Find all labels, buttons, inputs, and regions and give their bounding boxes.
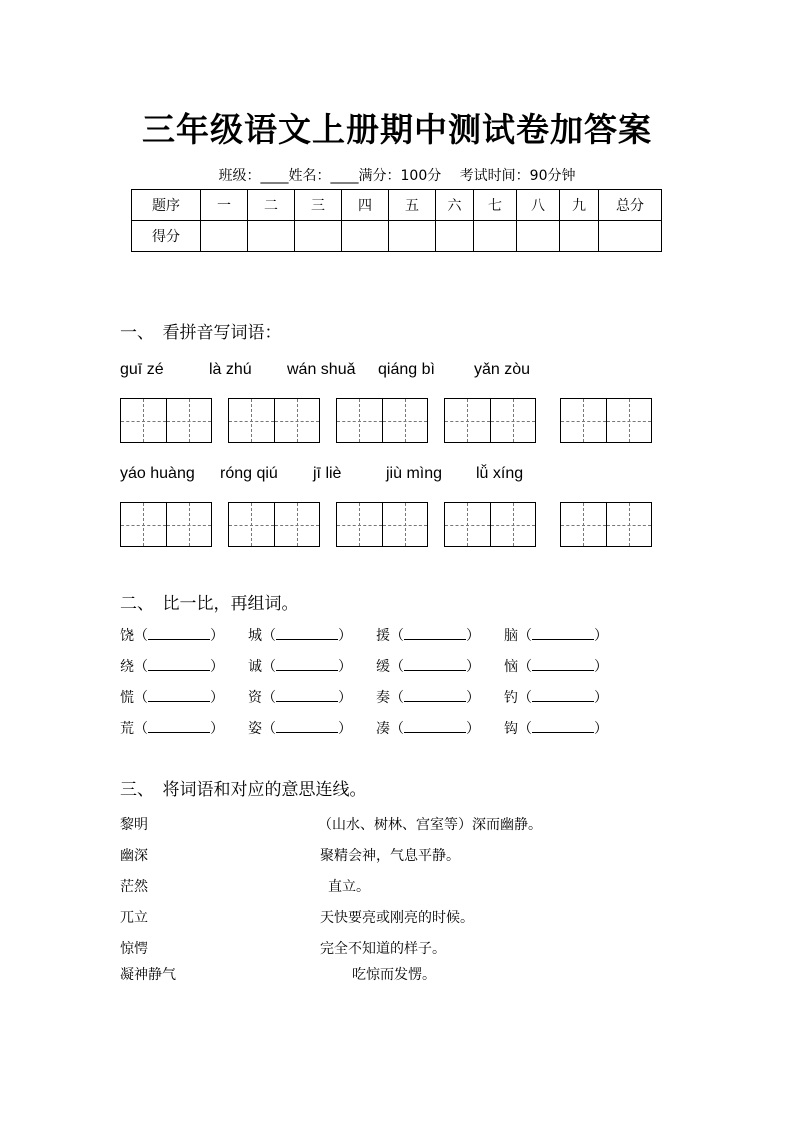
score-header-cell: 一: [201, 190, 248, 221]
section3-heading: 三、 将词语和对应的意思连线。: [120, 780, 367, 800]
compare-item: 钓（ ）: [504, 690, 608, 706]
score-header-cell: 八: [517, 190, 560, 221]
score-cell[interactable]: [474, 221, 517, 252]
answer-blank[interactable]: [148, 689, 210, 702]
score-header-cell: 九: [560, 190, 599, 221]
answer-blank[interactable]: [148, 627, 210, 640]
writing-grid[interactable]: [228, 502, 320, 547]
writing-grid[interactable]: [120, 502, 212, 547]
answer-blank[interactable]: [404, 658, 466, 671]
compare-item: 绕（ ）: [120, 659, 224, 675]
compare-char: 慌: [120, 690, 134, 706]
pinyin-label: jī liè: [313, 465, 342, 482]
score-header-row: [132, 190, 662, 221]
answer-blank[interactable]: [404, 689, 466, 702]
compare-char: 援: [376, 628, 390, 644]
match-word[interactable]: 黎明: [120, 817, 148, 833]
score-cell[interactable]: [436, 221, 474, 252]
score-table: [131, 189, 662, 252]
pinyin-label: yǎn zòu: [474, 361, 531, 378]
match-meaning[interactable]: （山水、树林、宫室等）深而幽静。: [318, 817, 542, 833]
score-header-cell: 二: [248, 190, 295, 221]
compare-item: 缓（ ）: [376, 659, 480, 675]
section1-heading: 一、 看拼音写词语：: [120, 323, 282, 343]
compare-item: 荒（ ）: [120, 721, 224, 737]
compare-item: 恼（ ）: [504, 659, 608, 675]
score-row-label: 得分: [132, 221, 201, 252]
compare-item: 诚（ ）: [248, 659, 352, 675]
score-header-cell: 七: [474, 190, 517, 221]
section2-heading: 二、 比一比，再组词。: [120, 594, 299, 614]
answer-blank[interactable]: [532, 627, 594, 640]
compare-char: 钓: [504, 690, 518, 706]
match-word[interactable]: 幽深: [120, 848, 148, 864]
pinyin-label: lǚ xíng: [476, 465, 524, 482]
score-header-cell: 三: [295, 190, 342, 221]
compare-char: 姿: [248, 721, 262, 737]
score-header-cell: 四: [342, 190, 389, 221]
match-word[interactable]: 惊愕: [120, 941, 148, 957]
score-cell[interactable]: [560, 221, 599, 252]
match-meaning[interactable]: 聚精会神，气息平静。: [320, 848, 460, 864]
writing-grid[interactable]: [560, 398, 652, 443]
score-header-cell: 五: [389, 190, 436, 221]
compare-item: 脑（ ）: [504, 628, 608, 644]
compare-item: 凑（ ）: [376, 721, 480, 737]
compare-item: 资（ ）: [248, 690, 352, 706]
compare-char: 荒: [120, 721, 134, 737]
compare-item: 城（ ）: [248, 628, 352, 644]
writing-grid[interactable]: [336, 398, 428, 443]
score-header-cell: 六: [436, 190, 474, 221]
compare-char: 脑: [504, 628, 518, 644]
writing-grid[interactable]: [444, 398, 536, 443]
writing-grid[interactable]: [228, 398, 320, 443]
writing-grid[interactable]: [444, 502, 536, 547]
compare-char: 城: [248, 628, 262, 644]
score-cell[interactable]: [389, 221, 436, 252]
compare-item: 奏（ ）: [376, 690, 480, 706]
answer-blank[interactable]: [276, 627, 338, 640]
compare-item: 姿（ ）: [248, 721, 352, 737]
match-word[interactable]: 凝神静气: [120, 967, 176, 983]
compare-item: 援（ ）: [376, 628, 480, 644]
answer-blank[interactable]: [148, 720, 210, 733]
score-value-row: [132, 221, 662, 252]
score-cell[interactable]: [295, 221, 342, 252]
compare-item: 饶（ ）: [120, 628, 224, 644]
compare-char: 绕: [120, 659, 134, 675]
score-cell[interactable]: [599, 221, 662, 252]
compare-item: 慌（ ）: [120, 690, 224, 706]
pinyin-label: jiù mìng: [386, 465, 443, 482]
pinyin-label: yáo huàng: [120, 465, 195, 482]
answer-blank[interactable]: [276, 658, 338, 671]
pinyin-label: qiáng bì: [378, 361, 435, 378]
compare-char: 诚: [248, 659, 262, 675]
score-header-cell: 总分: [599, 190, 662, 221]
score-cell[interactable]: [201, 221, 248, 252]
compare-item: 钩（ ）: [504, 721, 608, 737]
score-cell[interactable]: [517, 221, 560, 252]
compare-char: 钩: [504, 721, 518, 737]
answer-blank[interactable]: [532, 720, 594, 733]
exam-meta: 班级：____姓名：____满分：100分 考试时间：90分钟: [218, 168, 576, 184]
match-meaning[interactable]: 直立。: [328, 879, 370, 895]
writing-grid[interactable]: [336, 502, 428, 547]
score-header-cell: 题序: [132, 190, 201, 221]
answer-blank[interactable]: [404, 627, 466, 640]
answer-blank[interactable]: [276, 689, 338, 702]
pinyin-label: róng qiú: [220, 465, 278, 482]
match-word[interactable]: 茫然: [120, 879, 148, 895]
compare-char: 资: [248, 690, 262, 706]
answer-blank[interactable]: [404, 720, 466, 733]
compare-char: 凑: [376, 721, 390, 737]
compare-char: 奏: [376, 690, 390, 706]
page-title: 三年级语文上册期中测试卷加答案: [142, 110, 652, 149]
match-meaning[interactable]: 完全不知道的样子。: [320, 941, 446, 957]
match-meaning[interactable]: 天快要亮或刚亮的时候。: [320, 910, 474, 926]
match-word[interactable]: 兀立: [120, 910, 148, 926]
compare-char: 缓: [376, 659, 390, 675]
answer-blank[interactable]: [276, 720, 338, 733]
answer-blank[interactable]: [532, 658, 594, 671]
compare-char: 恼: [504, 659, 518, 675]
answer-blank[interactable]: [532, 689, 594, 702]
writing-grid[interactable]: [560, 502, 652, 547]
pinyin-label: guī zé: [120, 361, 164, 378]
compare-char: 饶: [120, 628, 134, 644]
answer-blank[interactable]: [148, 658, 210, 671]
pinyin-label: là zhú: [209, 361, 252, 378]
score-cell[interactable]: [248, 221, 295, 252]
match-meaning[interactable]: 吃惊而发愣。: [352, 967, 436, 983]
score-cell[interactable]: [342, 221, 389, 252]
writing-grid[interactable]: [120, 398, 212, 443]
pinyin-label: wán shuǎ: [287, 361, 356, 378]
